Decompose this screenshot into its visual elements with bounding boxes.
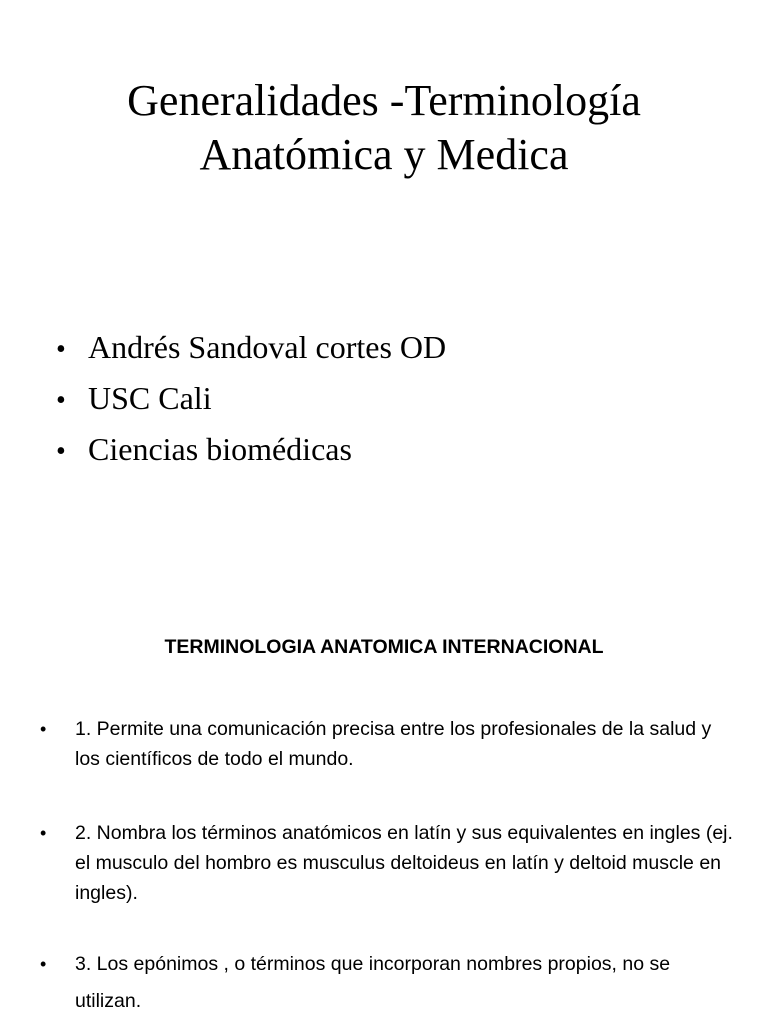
bullet-icon: • — [40, 954, 47, 974]
bullet-icon: • — [56, 385, 66, 416]
terminology-points-list — [40, 714, 740, 1020]
list-item-text: 2. Nombra los términos anatómicos en latín y sus equivalentes en ingles (ej. el musculo del hombro es musculus deltoideus en latín y deltoid muscle en ingles). — [75, 822, 733, 904]
list-item — [40, 818, 740, 908]
author-name: Andrés Sandoval cortes OD — [88, 329, 447, 365]
list-item — [40, 714, 740, 774]
bullet-icon: • — [40, 719, 47, 739]
section-heading: TERMINOLOGIA ANATOMICA INTERNACIONAL — [164, 636, 604, 658]
author-info-list — [56, 323, 446, 476]
institution: USC Cali — [88, 380, 212, 416]
list-item-text: 3. Los epónimos , o términos que incorporan nombres propios, no se utilizan. — [75, 953, 671, 1012]
list-item-text: 1. Permite una comunicación precisa entre los profesionales de la salud y los científicos de todo el mundo. — [75, 718, 712, 770]
slide-title-line-2: Anatómica y Medica — [199, 130, 569, 179]
slide-title-line-1: Generalidades -Terminología — [127, 76, 641, 125]
list-item — [40, 946, 740, 1020]
author-info-item — [56, 425, 446, 476]
bullet-icon: • — [56, 436, 66, 467]
bullet-icon: • — [40, 823, 47, 843]
department: Ciencias biomédicas — [88, 431, 352, 467]
author-info-item — [56, 374, 446, 425]
author-info-item — [56, 323, 446, 374]
slide-title — [40, 74, 728, 182]
bullet-icon: • — [56, 334, 66, 365]
